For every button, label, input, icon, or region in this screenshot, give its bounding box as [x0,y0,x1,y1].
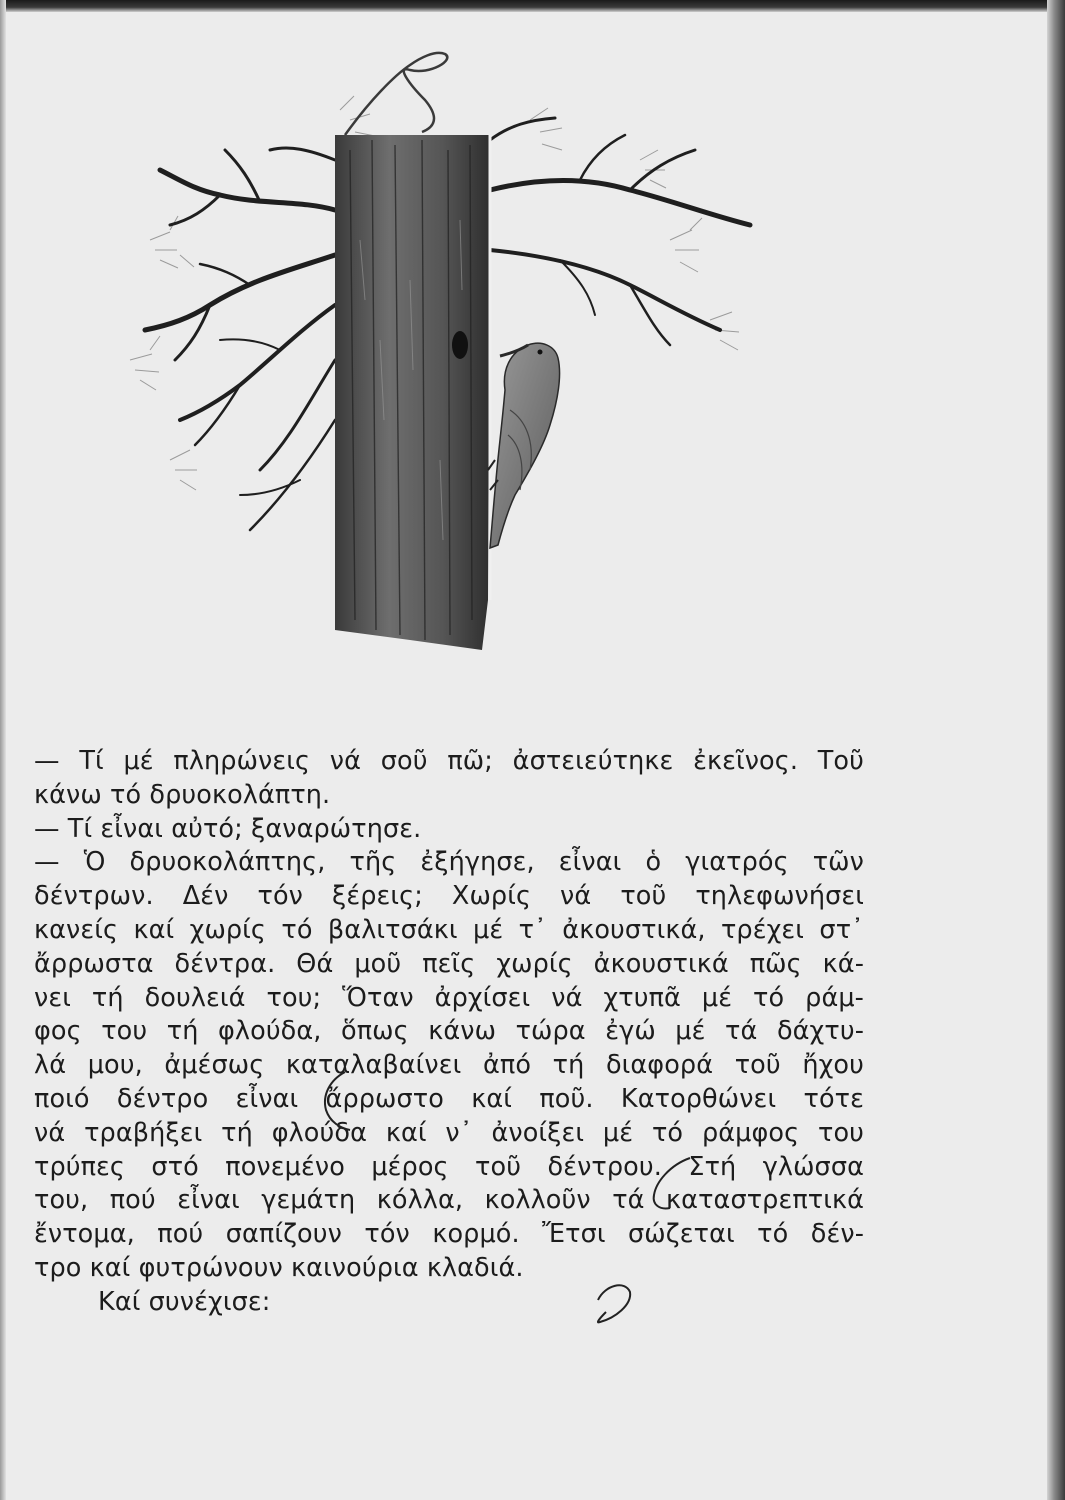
text-line: κάνω τό δρυοκολάπτη. [34,779,331,810]
text-line: τρύπες στό πονεμένο μέρος τοῦ δέντρου. Στή γλώσσα [34,1151,864,1182]
text-line: του, πού εἶναι γεμάτη κόλλα, κολλοῦν τά καταστρεπτικά [34,1185,864,1216]
text-line: κανείς καί χωρίς τό βαλιτσάκι μέ τ᾽ ἀκουστικά, τρέχει στ᾽ [34,914,864,945]
scan-top-edge [0,0,1065,12]
hanger-string [345,53,447,135]
text-line: νει τή δουλειά του; Ὅταν ἀρχίσει νά χτυπᾶ μέ τό ράμ- [34,982,864,1013]
text-line: ἔντομα, πού σαπίζουν τόν κορμό. Ἔτσι σώζεται τό δέν- [34,1219,864,1250]
text-line: λά μου, ἀμέσως καταλαβαίνει ἀπό τή διαφορά τοῦ ἤχου [34,1050,864,1081]
text-line: τρο καί φυτρώνουν καινούρια κλαδιά. [34,1252,524,1283]
tree-trunk [335,135,490,650]
scan-right-edge [1047,0,1065,1500]
woodpecker-tree-illustration [110,40,790,660]
right-branches [490,118,750,345]
scan-left-edge [0,0,6,1500]
text-line: — Ὁ δρυοκολάπτης, τῆς ἐξήγησε, εἶναι ὁ γιατρός τῶν [34,847,864,878]
text-line: ἄρρωστα δέντρα. Θά μοῦ πεῖς χωρίς ἀκουστικά πῶς κά- [34,948,864,979]
trunk-hole [452,331,468,359]
text-line: δέντρων. Δέν τόν ξέρεις; Χωρίς νά τοῦ τηλεφωνήσει [34,881,864,912]
left-branches [145,148,335,530]
text-line: — Τί εἶναι αὐτό; ξαναρώτησε. [34,813,422,844]
text-line: νά τραβήξει τή φλούδα καί ν᾽ ἀνοίξει μέ τό ράμφος του [34,1117,864,1148]
woodpecker-bird [488,343,560,548]
text-line: — Τί μέ πληρώνεις νά σοῦ πῶ; ἀστειεύτηκε ἐκεῖνος. Τοῦ [34,746,864,776]
text-line: φος του τή φλούδα, ὅπως κάνω τώρα ἐγώ μέ τά δάχτυ- [34,1016,864,1047]
text-line: Καί συνέχισε: [98,1286,271,1317]
story-text [34,745,864,1320]
text-line: ποιό δέντρο εἶναι ἄρρωστο καί ποῦ. Κατορθώνει τότε [34,1083,864,1114]
